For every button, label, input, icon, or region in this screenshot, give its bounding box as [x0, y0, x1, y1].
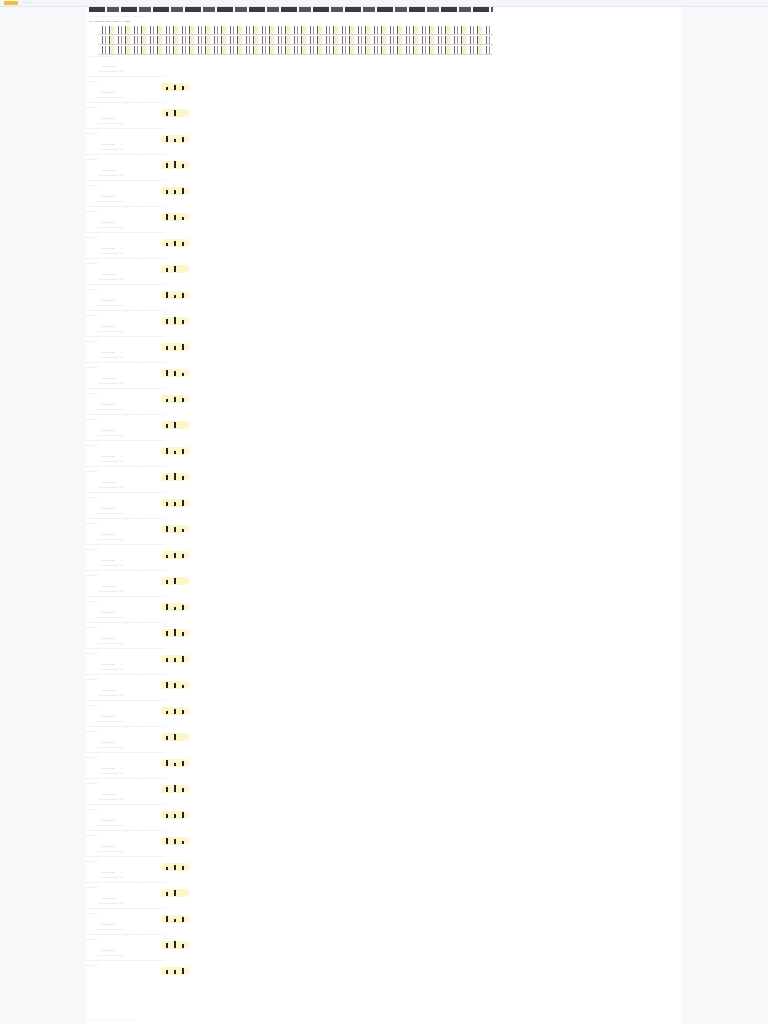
list-item — [86, 870, 682, 898]
post-meta: ·· ····· ··· — [86, 235, 98, 239]
post-body: ·· ··· ········· ···· ······ ····· ··· ····· ····· ······ ··· ········ ··· ····· ··· — [86, 698, 167, 702]
post-id[interactable]: ···· ···· ··· ········ ··· — [98, 407, 123, 411]
post-body: ·· ··· ········· ···· ······ ····· ··· ····· ····· ······ ··· ········ ··· ····· ··· — [86, 594, 167, 598]
post-body: ·· ··· ········· ···· ······ ····· ··· ····· ····· ······ ··· ········ ··· ····· ··· — [86, 334, 167, 338]
post-id[interactable]: ···· ···· ··· ········ ··· — [98, 771, 123, 775]
list-item — [86, 246, 682, 274]
post-body: ·· ··· ········· ···· ······ ····· ··· ····· ····· ······ ··· ········ ··· ····· ··· — [86, 152, 167, 156]
post-tag[interactable]: · ···· ····· — [101, 714, 115, 718]
list-item — [86, 532, 682, 560]
list-item — [86, 480, 682, 508]
post-id[interactable]: ···· ···· ··· ········ ··· — [98, 199, 123, 203]
post-tag[interactable]: · ···· ····· — [101, 480, 115, 484]
post-body: ·· ··· ········· ···· ······ ····· ··· ····· ····· ······ ··· ········ ··· ····· ··· — [86, 568, 167, 572]
post-id[interactable]: ···· ···· ··· ········ ··· — [98, 589, 123, 593]
list-item — [86, 90, 682, 118]
list-item — [86, 948, 682, 976]
post-id[interactable]: ···· ···· ··· ········ ··· — [98, 797, 123, 801]
post-tag[interactable]: · ···· ····· — [101, 584, 115, 588]
post-body: ·· ··· ········· ···· ······ ····· ··· ····· ····· ······ ··· ········ ··· ····· ··· — [86, 724, 167, 728]
list-item — [86, 428, 682, 456]
post-body: ·· ··· ········· ···· ······ ····· ··· ····· ····· ······ ··· ········ ··· ····· ··· — [86, 464, 167, 468]
post-body: ·· ··· ········· ···· ······ ····· ··· ····· ····· ······ ··· ········ ··· ····· ··· — [86, 854, 167, 858]
thumbnail-legend: · ·· ··· ···· ····· ···· · · — [89, 54, 116, 58]
post-tag[interactable]: · ···· ····· — [101, 636, 115, 640]
top-bar — [0, 0, 768, 7]
post-body: ·· ··· ········· ···· ······ ····· ··· ····· ····· ······ ··· ········ ··· ····· ··· — [86, 958, 167, 962]
post-meta: ·· ····· ··· — [86, 911, 98, 915]
mini-chart-bar — [174, 629, 176, 636]
post-body: ·· ··· ········· ···· ······ ····· ··· ····· ····· ······ ··· ········ ··· ····· ··· — [86, 516, 167, 520]
page-title-bar — [89, 7, 493, 12]
post-id[interactable]: ···· ···· ··· ········ ··· — [98, 329, 123, 333]
post-meta: ·· ····· ··· — [86, 833, 98, 837]
post-body: ·· ··· ········· ···· ······ ····· ··· ····· ····· ······ ··· ········ ··· ····· ··· — [86, 386, 167, 390]
post-meta: ·· ····· ··· — [86, 755, 98, 759]
post-body: ·· ··· ········· ···· ······ ····· ··· ····· ····· ······ ··· ········ ··· ····· ··· — [86, 100, 167, 104]
post-id[interactable]: ···· ···· ··· ········ ··· — [98, 823, 123, 827]
post-id[interactable]: ···· ···· ··· ········ ··· — [98, 121, 123, 125]
post-meta: ·· ····· ··· — [86, 495, 98, 499]
post-body: ·· ··· ········· ···· ······ ····· ··· ····· ····· ······ ··· ········ ··· ····· ··· — [86, 178, 167, 182]
post-id[interactable]: ···· ···· ··· ········ ··· — [98, 563, 123, 567]
post-meta: ·· ····· ··· — [86, 365, 98, 369]
post-id[interactable]: ···· ···· ··· ········ ··· — [98, 459, 123, 463]
list-item — [86, 844, 682, 872]
post-meta: ·· ····· ··· — [86, 729, 98, 733]
list-item — [86, 272, 682, 300]
post-meta: ·· ····· ··· — [86, 313, 98, 317]
list-item — [86, 636, 682, 664]
mini-chart-bar — [174, 785, 176, 792]
post-tag[interactable]: · ···· ····· — [101, 168, 115, 172]
post-id[interactable]: ···· ···· ··· ········ ··· — [98, 875, 123, 879]
post-body: ·· ··· ········· ···· ······ ····· ··· ····· ····· ······ ··· ········ ··· ····· ··· — [86, 126, 167, 130]
post-tag[interactable]: · ···· ····· — [101, 350, 115, 354]
list-item — [86, 558, 682, 586]
page-title — [89, 7, 493, 12]
list-item — [86, 610, 682, 638]
post-meta: ·· ····· ··· — [86, 937, 98, 941]
post-body: ·· ··· ········· ···· ······ ····· ··· ····· ····· ······ ··· ········ ··· ····· ··· — [86, 620, 167, 624]
post-meta: ·· ····· ··· — [86, 963, 98, 967]
post-id[interactable]: ···· ···· ··· ········ ··· — [98, 433, 123, 437]
post-meta: ·· ····· ··· — [86, 183, 98, 187]
mini-chart-bar — [174, 970, 176, 974]
post-tag[interactable]: · ···· ····· — [101, 272, 115, 276]
post-id[interactable]: ···· ···· ··· ········ ··· — [98, 381, 123, 385]
post-tag[interactable]: · ···· ····· — [101, 610, 115, 614]
list-item — [86, 376, 682, 404]
post-body: ·· ··· ········· ···· ······ ····· ··· ····· ····· ······ ··· ········ ··· ····· ··· — [86, 932, 167, 936]
post-id[interactable]: ···· ···· ··· ········ ··· — [98, 69, 123, 73]
mini-chart-bar — [174, 473, 176, 480]
post-id[interactable]: ···· ···· ··· ········ ··· — [98, 95, 123, 99]
post-meta: ·· ····· ··· — [86, 79, 98, 83]
page-subtitle-2: ·· · ···· ···· ····· ····· ·· · ····· — [89, 19, 131, 23]
list-item — [86, 714, 682, 742]
list-item — [86, 454, 682, 482]
post-meta: ·· ····· ··· — [86, 105, 98, 109]
post-tag[interactable]: · ···· ····· — [101, 428, 115, 432]
post-id[interactable]: ···· ···· ··· ········ ··· — [98, 719, 123, 723]
list-item — [86, 662, 682, 690]
post-body: ·· ··· ········· ···· ······ ····· ··· ····· ····· ······ ··· ········ ··· ····· ··· — [86, 204, 167, 208]
post-id[interactable]: ···· ···· ··· ········ ··· — [98, 641, 123, 645]
post-tag[interactable]: · ···· ····· — [101, 142, 115, 146]
post-tag[interactable]: · ···· ····· — [101, 506, 115, 510]
list-item — [86, 896, 682, 924]
post-meta: ·· ····· ··· — [86, 417, 98, 421]
list-item — [86, 766, 682, 794]
post-meta: ·· ····· ··· — [86, 391, 98, 395]
post-meta: ·· ····· ··· — [86, 469, 98, 473]
post-tag[interactable]: · ···· ····· — [101, 246, 115, 250]
post-tag[interactable]: · ···· ····· — [101, 64, 115, 68]
mini-chart-bar — [174, 161, 176, 168]
post-body: ·· ··· ········· ···· ······ ····· ··· ····· ····· ······ ··· ········ ··· ····· ··· — [86, 490, 167, 494]
top-nav-links[interactable]: ·· ··· ···· ···· — [22, 0, 38, 4]
top-right-links[interactable]: ··· ··· — [756, 0, 763, 4]
list-item — [86, 350, 682, 378]
post-body: ·· ··· ········· ···· ······ ····· ··· ····· ····· ······ ··· ········ ··· ····· ··· — [86, 802, 167, 806]
post-id[interactable]: ···· ···· ··· ········ ··· — [98, 745, 123, 749]
post-body: ·· ··· ········· ···· ······ ····· ··· ····· ····· ······ ··· ········ ··· ····· ··· — [86, 74, 167, 78]
post-tag[interactable]: · ···· ····· — [101, 324, 115, 328]
post-id[interactable]: ···· ···· ··· ········ ··· — [98, 615, 123, 619]
post-tag[interactable]: · ···· ····· — [101, 792, 115, 796]
post-body: ·· ··· ········· ···· ······ ····· ··· ····· ····· ······ ··· ········ ··· ····· ··· — [86, 412, 167, 416]
mini-chart-bar — [174, 941, 176, 948]
post-tag[interactable]: · ···· ····· — [101, 948, 115, 952]
post-id[interactable]: ···· ···· ··· ········ ··· — [98, 225, 123, 229]
post-body: ·· ··· ········· ···· ······ ····· ··· ····· ····· ······ ··· ········ ··· ····· ··· — [86, 282, 167, 286]
page-subtitle: ·· ·········· ····· ···· ··· ····· ····· ··· ····· ····· — [89, 14, 143, 18]
post-tag[interactable]: · ···· ····· — [101, 454, 115, 458]
post-meta: ·· ····· ··· — [86, 885, 98, 889]
post-tag[interactable]: · ···· ····· — [101, 870, 115, 874]
post-id[interactable]: ···· ···· ··· ········ ··· — [98, 849, 123, 853]
post-body: ·· ··· ········· ···· ······ ····· ··· ····· ····· ······ ··· ········ ··· ····· ··· — [86, 750, 167, 754]
post-body: ·· ··· ········· ···· ······ ····· ··· ····· ····· ······ ··· ········ ··· ····· ··· — [86, 542, 167, 546]
post-id[interactable]: ···· ···· ··· ········ ··· — [98, 953, 123, 957]
post-body: ·· ··· ········· ···· ······ ····· ··· ····· ····· ······ ··· ········ ··· ····· ··· — [86, 230, 167, 234]
post-id[interactable]: ···· ···· ··· ········ ··· — [98, 147, 123, 151]
post-meta: ·· ····· ··· — [86, 209, 98, 213]
post-tag[interactable]: · ···· ····· — [101, 376, 115, 380]
list-item — [86, 142, 682, 170]
list-item — [86, 194, 682, 222]
post-meta: ·· ····· ··· — [86, 859, 98, 863]
list-item — [86, 506, 682, 534]
post-meta: ·· ····· ··· — [86, 807, 98, 811]
list-item — [86, 168, 682, 196]
post-tag[interactable]: · ···· ····· — [101, 116, 115, 120]
post-body: ·· ··· ········· ···· ······ ····· ··· ····· ····· ······ ··· ········ ··· ····· ··· — [86, 906, 167, 910]
post-tag[interactable]: · ···· ····· — [101, 844, 115, 848]
post-meta: ·· ····· ··· — [86, 261, 98, 265]
list-item — [86, 688, 682, 716]
post-meta: ·· ····· ··· — [86, 521, 98, 525]
post-tag[interactable]: · ···· ····· — [101, 818, 115, 822]
right-margin — [682, 7, 768, 1024]
post-meta: ·· ····· ··· — [86, 443, 98, 447]
post-id[interactable]: ···· ···· ··· ········ ··· — [98, 485, 123, 489]
site-logo[interactable] — [4, 1, 18, 5]
post-tag[interactable]: · ···· ····· — [101, 896, 115, 900]
list-item — [86, 402, 682, 430]
post-id[interactable]: ···· ···· ··· ········ ··· — [98, 537, 123, 541]
post-meta: ·· ····· ··· — [86, 781, 98, 785]
post-id[interactable]: ···· ···· ··· ········ ··· — [98, 511, 123, 515]
thumbnail-grid[interactable] — [98, 26, 493, 52]
list-item — [86, 584, 682, 612]
post-tag[interactable]: · ···· ····· — [101, 922, 115, 926]
post-meta: ·· ····· ··· — [86, 599, 98, 603]
post-tag[interactable]: · ···· ····· — [101, 688, 115, 692]
post-meta: ·· ····· ··· — [86, 703, 98, 707]
post-tag[interactable]: · ···· ····· — [101, 298, 115, 302]
list-item — [86, 792, 682, 820]
post-meta: ·· ····· ··· — [86, 677, 98, 681]
post-meta: ·· ····· ··· — [86, 651, 98, 655]
post-id[interactable]: ···· ···· ··· ········ ··· — [98, 251, 123, 255]
post-id[interactable]: ···· ···· ··· ········ ··· — [98, 901, 123, 905]
post-tag[interactable]: · ···· ····· — [101, 558, 115, 562]
mini-chart-bar — [166, 970, 168, 974]
post-meta: ·· ····· ··· — [86, 625, 98, 629]
post-meta: ·· ····· ··· — [86, 287, 98, 291]
thread-page — [86, 7, 682, 1024]
mini-chart-bar — [174, 317, 176, 324]
post-tag[interactable]: · ···· ····· — [101, 194, 115, 198]
thumbnail-row[interactable] — [98, 46, 493, 55]
post-tag[interactable]: · ···· ····· — [101, 220, 115, 224]
list-item — [86, 64, 682, 92]
post-body: ·· ··· ········· ···· ······ ····· ··· ····· ····· ······ ··· ········ ··· ····· ··· — [86, 360, 167, 364]
post-meta: ·· ····· ··· — [86, 131, 98, 135]
left-margin — [0, 7, 86, 1024]
post-meta: ·· ····· ··· — [86, 573, 98, 577]
post-body: ·· ··· ········· ···· ······ ····· ··· ····· ····· ······ ··· ········ ··· ····· ··· — [86, 776, 167, 780]
list-item — [86, 298, 682, 326]
post-body: ·· ··· ········· ···· ······ ····· ··· ····· ····· ······ ··· ········ ··· ····· ··· — [86, 646, 167, 650]
post-id[interactable]: ···· ···· ··· ········ ··· — [98, 667, 123, 671]
post-body: ·· ··· ········· ···· ······ ····· ··· ····· ····· ······ ··· ········ ··· ····· ··· — [86, 828, 167, 832]
post-tag[interactable]: · ···· ····· — [101, 532, 115, 536]
list-item — [86, 220, 682, 248]
post-id[interactable]: ···· ···· ··· ········ ··· — [98, 303, 123, 307]
post-meta: ·· ····· ··· — [86, 157, 98, 161]
list-item — [86, 922, 682, 950]
list-item — [86, 116, 682, 144]
thumbnail-row[interactable] — [98, 26, 493, 35]
post-body: ·· ··· ········· ···· ······ ····· ··· ····· ····· ······ ··· ········ ··· ····· ··· — [86, 256, 167, 260]
post-id[interactable]: ···· ···· ··· ········ ··· — [98, 927, 123, 931]
post-tag[interactable]: · ···· ····· — [101, 740, 115, 744]
post-tag[interactable]: · ···· ····· — [101, 90, 115, 94]
post-body: ·· ··· ········· ···· ······ ····· ··· ····· ····· ······ ··· ········ ··· ····· ··· — [86, 672, 167, 676]
post-id[interactable]: ···· ···· ··· ········ ··· — [98, 355, 123, 359]
post-tag[interactable]: · ···· ····· — [101, 766, 115, 770]
post-body: ·· ··· ········· ···· ······ ····· ··· ····· ····· ······ ··· ········ ··· ····· ··· — [86, 438, 167, 442]
post-id[interactable]: ···· ···· ··· ········ ··· — [98, 693, 123, 697]
post-tag[interactable]: · ···· ····· — [101, 402, 115, 406]
post-meta: ·· ····· ··· — [86, 339, 98, 343]
mini-chart — [161, 967, 189, 975]
list-item — [86, 324, 682, 352]
mini-chart-bar — [182, 968, 184, 974]
post-id[interactable]: ···· ···· ··· ········ ··· — [98, 277, 123, 281]
post-body: ·· ··· ········· ···· ······ ····· ··· ····· ····· ······ ··· ········ ··· ····· ··· — [86, 308, 167, 312]
list-item — [86, 740, 682, 768]
post-id[interactable]: ···· ···· ··· ········ ··· — [98, 173, 123, 177]
post-tag[interactable]: · ···· ····· — [101, 662, 115, 666]
list-item — [86, 818, 682, 846]
thumbnail-row[interactable] — [98, 36, 493, 45]
post-meta: ·· ····· ··· — [86, 547, 98, 551]
footer-links[interactable]: ··· ···· ····· ···· ···· ··· ···· ···· ···· ····· — [86, 1018, 133, 1022]
post-body: ·· ··· ········· ···· ······ ····· ··· ····· ····· ······ ··· ········ ··· ····· ··· — [86, 880, 167, 884]
